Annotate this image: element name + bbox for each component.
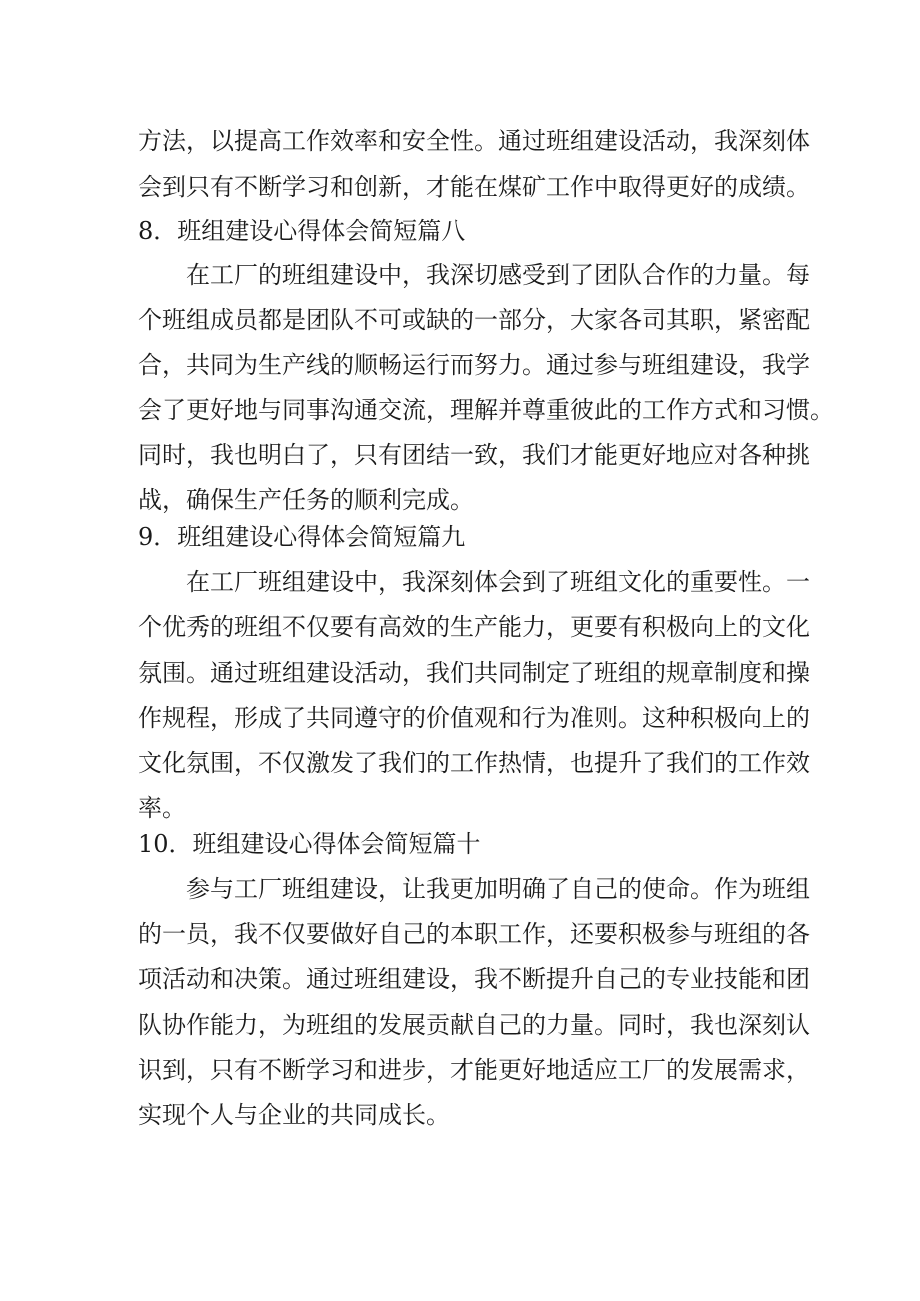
section-heading-9: 9．班组建设心得体会简短篇九 [138, 523, 466, 551]
paragraph-line: 参与工厂班组建设，让我更加明确了自己的使命。作为班组 [186, 875, 810, 903]
paragraph-line: 识到，只有不断学习和进步，才能更好地适应工厂的发展需求， [138, 1056, 810, 1084]
paragraph-line: 战，确保生产任务的顺利完成。 [138, 486, 474, 514]
paragraph-line: 氛围。通过班组建设活动，我们共同制定了班组的规章制度和操 [138, 659, 810, 687]
paragraph-line: 合，共同为生产线的顺畅运行而努力。通过参与班组建设，我学 [138, 351, 810, 379]
paragraph-line: 方法，以提高工作效率和安全性。通过班组建设活动，我深刻体 [138, 127, 810, 155]
paragraph-line: 会到只有不断学习和创新，才能在煤矿工作中取得更好的成绩。 [138, 173, 810, 201]
paragraph-line: 个优秀的班组不仅要有高效的生产能力，更要有积极向上的文化 [138, 613, 810, 641]
paragraph-line: 文化氛围，不仅激发了我们的工作热情，也提升了我们的工作效 [138, 749, 810, 777]
paragraph-line: 会了更好地与同事沟通交流，理解并尊重彼此的工作方式和习惯。 [138, 396, 834, 424]
paragraph-line: 实现个人与企业的共同成长。 [138, 1101, 450, 1129]
paragraph-line: 同时，我也明白了，只有团结一致，我们才能更好地应对各种挑 [138, 441, 810, 469]
section-heading-8: 8．班组建设心得体会简短篇八 [138, 217, 466, 245]
paragraph-line: 作规程，形成了共同遵守的价值观和行为准则。这种积极向上的 [138, 704, 810, 732]
paragraph-line: 在工厂的班组建设中，我深切感受到了团队合作的力量。每 [186, 261, 810, 289]
section-heading-10: 10．班组建设心得体会简短篇十 [138, 830, 481, 858]
paragraph-line: 个班组成员都是团队不可或缺的一部分，大家各司其职，紧密配 [138, 306, 810, 334]
paragraph-line: 的一员，我不仅要做好自己的本职工作，还要积极参与班组的各 [138, 920, 810, 948]
paragraph-line: 队协作能力，为班组的发展贡献自己的力量。同时，我也深刻认 [138, 1011, 810, 1039]
paragraph-line: 率。 [138, 794, 186, 822]
paragraph-line: 在工厂班组建设中，我深刻体会到了班组文化的重要性。一 [186, 568, 810, 596]
paragraph-line: 项活动和决策。通过班组建设，我不断提升自己的专业技能和团 [138, 965, 810, 993]
